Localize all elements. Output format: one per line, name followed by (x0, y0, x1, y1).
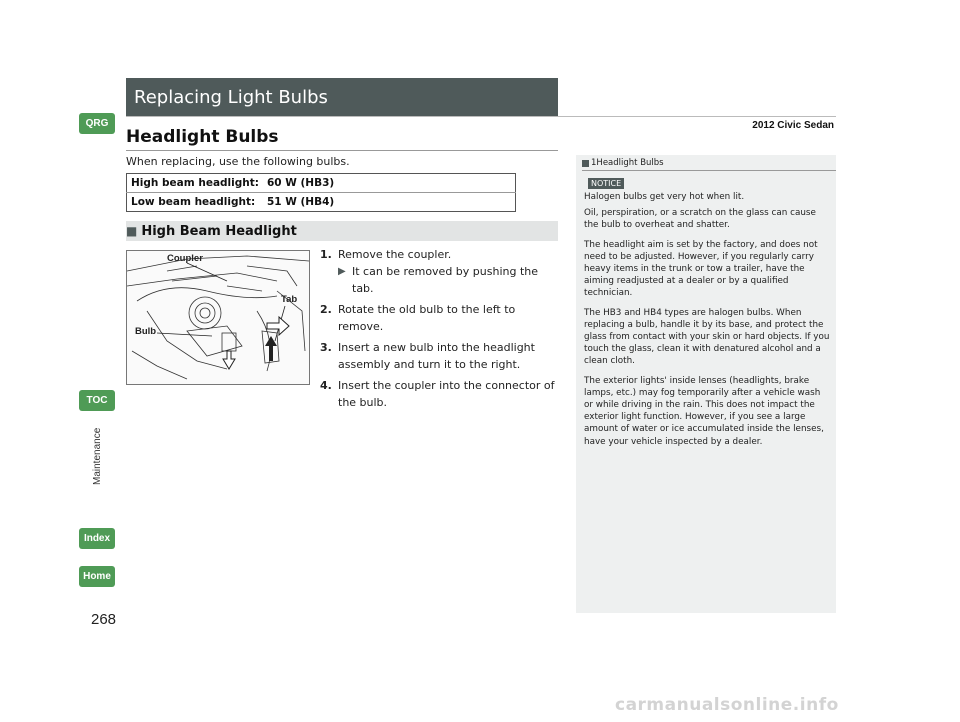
model-label: 2012 Civic Sedan (752, 120, 834, 131)
step-text: Remove the coupler. (338, 248, 452, 261)
chapter-title: Replacing Light Bulbs (134, 86, 328, 108)
sidenote-paragraph: Halogen bulbs get very hot when lit. (584, 192, 745, 202)
step-item (320, 301, 558, 335)
section-title: Headlight Bulbs (126, 127, 279, 147)
notice-badge: NOTICE (588, 178, 624, 189)
header-divider (126, 116, 836, 117)
subsection-heading (126, 221, 558, 241)
sidenote-paragraph: The headlight aim is set by the factory, and does not need to be adjusted. However, if you regularly carry heavy items in the trunk or tow a trailer, have the aiming readjusted at a dealer or by a qualified technician. (584, 239, 818, 299)
page-number: 268 (91, 611, 117, 628)
step-number: 2. (320, 303, 332, 316)
step-subnote (338, 263, 558, 297)
step-text: Rotate the old bulb to the left to remove. (338, 303, 516, 333)
index-button[interactable]: Index (79, 528, 115, 549)
intro-text: When replacing, use the following bulbs. (126, 155, 350, 168)
step-number: 1. (320, 248, 332, 261)
table-row (127, 193, 516, 212)
sidenote-paragraph: Oil, perspiration, or a scratch on the glass can cause the bulb to overheat and shatter. (584, 208, 816, 231)
coupler-label: Coupler (167, 253, 203, 264)
watermark: carmanualsonline.info (615, 695, 839, 715)
spec-label: High beam headlight: (131, 177, 259, 189)
step-number: 3. (320, 341, 332, 354)
sidenote-divider (582, 170, 836, 171)
engine-bay-drawing (127, 251, 309, 384)
spec-label: Low beam headlight: (127, 193, 264, 212)
step-text: Insert a new bulb into the headlight assembly and turn it to the right. (338, 341, 535, 371)
sidenote-heading (582, 158, 664, 168)
title-divider (126, 150, 558, 151)
step-text: Insert the coupler into the connector of the bulb. (338, 379, 555, 409)
sidenote-marker: 1 (591, 158, 597, 168)
step-number: 4. (320, 379, 332, 392)
step-subnote-text: It can be removed by pushing the tab. (352, 265, 539, 295)
qrg-button[interactable]: QRG (79, 113, 115, 134)
headlight-illustration (126, 250, 310, 385)
chapter-header (126, 78, 558, 116)
sidenote-paragraph: The HB3 and HB4 types are halogen bulbs. When replacing a bulb, handle it by its base, and protect the glass from contact with your skin or hard objects. If you touch the glass, clean it with denatured alcohol and a clean cloth. (584, 307, 830, 367)
sidenote-panel (576, 155, 836, 613)
bulb-spec-table (126, 173, 516, 212)
section-tab-label: Maintenance (92, 427, 103, 485)
spec-value: 51 W (HB4) (263, 193, 516, 212)
table-row (127, 174, 516, 193)
subsection-title: High Beam Headlight (141, 223, 297, 239)
bulb-label: Bulb (135, 326, 157, 337)
sidenote-title: Headlight Bulbs (596, 158, 664, 168)
tab-label: Tab (281, 294, 298, 305)
spec-value: 60 W (HB3) (267, 177, 335, 189)
square-bullet-icon: ■ (126, 224, 138, 238)
sidenote-body (584, 191, 832, 455)
home-button[interactable]: Home (79, 566, 115, 587)
step-item (320, 246, 558, 297)
step-item (320, 339, 558, 373)
arrow-icon: ▶ (338, 266, 346, 277)
toc-button[interactable]: TOC (79, 390, 115, 411)
note-marker-icon (582, 160, 589, 167)
step-item (320, 377, 558, 411)
sidenote-paragraph: The exterior lights' inside lenses (headlights, brake lamps, etc.) may fog temporarily after a vehicle wash or while driving in the rain. This does not impact the exterior light function. However, if you see a large amount of water or ice accumulated inside the lenses, have your vehicle inspected by a dealer. (584, 375, 824, 447)
procedure-steps (320, 246, 558, 415)
